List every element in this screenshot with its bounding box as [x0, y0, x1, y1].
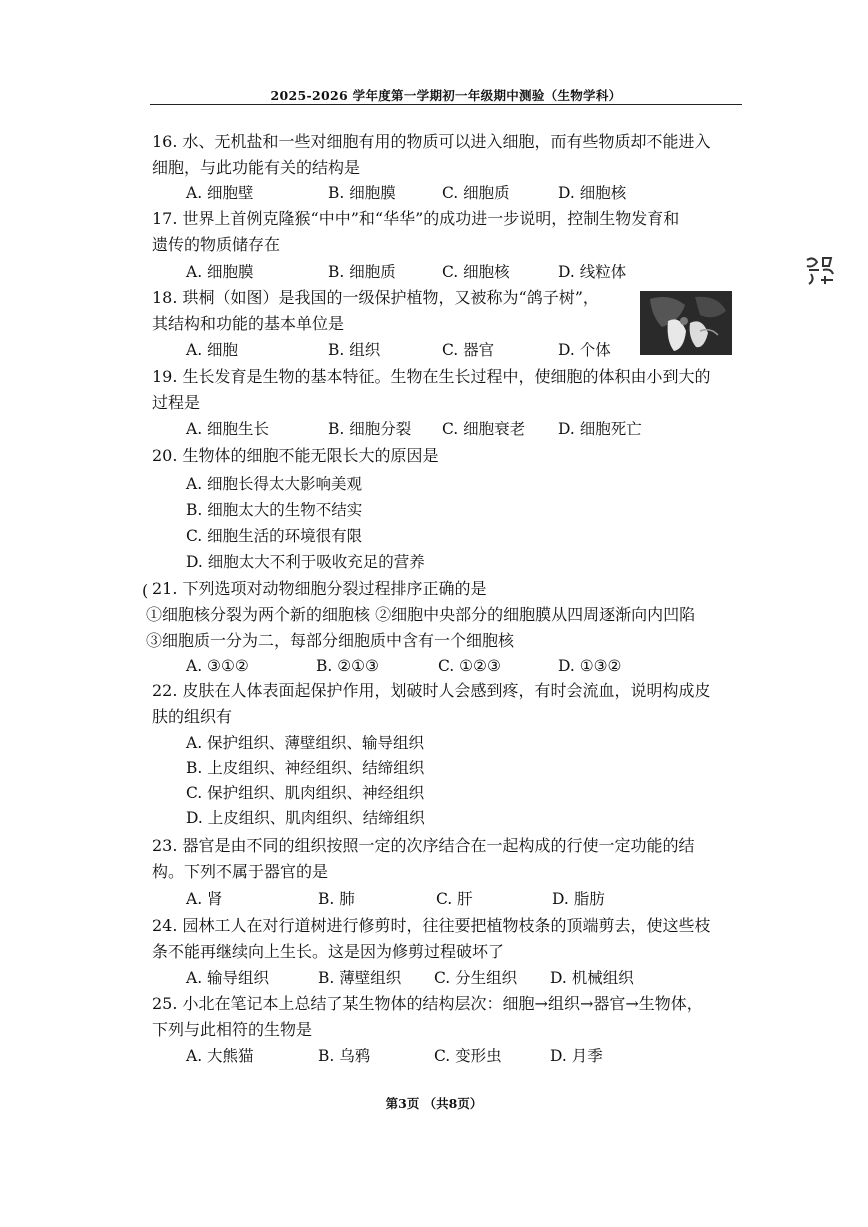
q16-option-c: C. 细胞质 — [442, 184, 510, 202]
q22-stem-line-1: 22. 皮肤在人体表面起保护作用，划破时人会感到疼，有时会流血，说明构成皮 — [152, 681, 711, 700]
q21-stem-line-2: ①细胞核分裂为两个新的细胞核 ②细胞中央部分的细胞膜从四周逐渐向内凹陷 — [146, 605, 696, 624]
q19-stem-line-1: 19. 生长发育是生物的基本特征。生物在生长过程中，使细胞的体积由小到大的 — [152, 367, 711, 386]
q22-option-c: C. 保护组织、肌肉组织、神经组织 — [186, 784, 425, 802]
q24-stem-line-2: 条不能再继续向上生长。这是因为修剪过程破坏了 — [152, 942, 505, 961]
q25-stem-line-2: 下列与此相符的生物是 — [152, 1020, 313, 1039]
q18-stem-line-1: 18. 珙桐（如图）是我国的一级保护植物，又被称为“鸽子树”， — [152, 288, 599, 307]
q18-option-d: D. 个体 — [558, 341, 611, 359]
q20-option-a: A. 细胞长得太大影响美观 — [186, 475, 363, 493]
dove-tree-photo — [640, 291, 732, 355]
q22-option-b: B. 上皮组织、神经组织、结缔组织 — [186, 759, 425, 777]
q18-stem-line-2: 其结构和功能的基本单位是 — [152, 314, 345, 333]
q20-option-c: C. 细胞生活的环境很有限 — [186, 527, 363, 545]
q16-option-b: B. 细胞膜 — [328, 184, 396, 202]
q21-option-c: C. ①②③ — [438, 657, 501, 675]
q17-option-a: A. 细胞膜 — [186, 263, 254, 281]
handwritten-bracket-mark: ( — [142, 581, 149, 600]
q19-option-c: C. 细胞衰老 — [442, 420, 526, 438]
q22-option-a: A. 保护组织、薄壁组织、输导组织 — [186, 734, 425, 752]
q24-option-d: D. 机械组织 — [550, 969, 634, 987]
q23-option-b: B. 肺 — [318, 890, 355, 908]
q22-option-d: D. 上皮组织、肌肉组织、结缔组织 — [186, 809, 425, 827]
q19-option-d: D. 细胞死亡 — [558, 420, 642, 438]
header-rule — [150, 104, 742, 105]
q20-option-b: B. 细胞太大的生物不结实 — [186, 501, 363, 519]
q17-option-d: D. 线粒体 — [558, 263, 627, 281]
q19-option-b: B. 细胞分裂 — [328, 420, 412, 438]
page-footer: 第3页 （共8页） — [385, 1096, 483, 1111]
q16-stem-line-2: 细胞，与此功能有关的结构是 — [152, 158, 361, 177]
q18-option-b: B. 组织 — [328, 341, 381, 359]
q17-option-b: B. 细胞质 — [328, 263, 396, 281]
q16-option-a: A. 细胞壁 — [186, 184, 254, 202]
q21-option-b: B. ②①③ — [316, 657, 379, 675]
q23-option-a: A. 肾 — [186, 890, 223, 908]
q25-option-d: D. 月季 — [550, 1047, 603, 1065]
dove-tree-image — [640, 291, 732, 355]
q21-stem-line-1: 21. 下列选项对动物细胞分裂过程排序正确的是 — [152, 579, 487, 598]
q16-stem-line-1: 16. 水、无机盐和一些对细胞有用的物质可以进入细胞，而有些物质却不能进入 — [152, 132, 711, 151]
q17-option-c: C. 细胞核 — [442, 263, 510, 281]
handwritten-margin-mark — [803, 254, 837, 288]
q23-stem-line-2: 构。下列不属于器官的是 — [152, 862, 329, 881]
q17-stem-line-2: 遗传的物质储存在 — [152, 235, 281, 254]
q20-stem-line-1: 20. 生物体的细胞不能无限长大的原因是 — [152, 446, 439, 465]
q24-option-c: C. 分生组织 — [434, 969, 518, 987]
q25-option-b: B. 乌鸦 — [318, 1047, 371, 1065]
q21-option-d: D. ①③② — [558, 657, 622, 675]
q25-option-c: C. 变形虫 — [434, 1047, 502, 1065]
q24-option-b: B. 薄壁组织 — [318, 969, 402, 987]
q18-option-c: C. 器官 — [442, 341, 495, 359]
q23-stem-line-1: 23. 器官是由不同的组织按照一定的次序结合在一起构成的行使一定功能的结 — [152, 836, 695, 855]
q22-stem-line-2: 肤的组织有 — [152, 707, 233, 726]
q21-stem-line-3: ③细胞质一分为二，每部分细胞质中含有一个细胞核 — [146, 631, 515, 650]
q23-option-d: D. 脂肪 — [552, 890, 605, 908]
q19-stem-line-2: 过程是 — [152, 393, 201, 412]
q17-stem-line-1: 17. 世界上首例克隆猴“中中”和“华华”的成功进一步说明，控制生物发育和 — [152, 209, 680, 228]
q21-option-a: A. ③①② — [186, 657, 249, 675]
q19-option-a: A. 细胞生长 — [186, 420, 270, 438]
q23-option-c: C. 肝 — [436, 890, 473, 908]
q25-stem-line-1: 25. 小北在笔记本上总结了某生物体的结构层次：细胞→组织→器官→生物体， — [152, 994, 703, 1013]
q16-option-d: D. 细胞核 — [558, 184, 627, 202]
q25-option-a: A. 大熊猫 — [186, 1047, 254, 1065]
page-header: 2025-2026 学年度第一学期初一年级期中测验（生物学科） — [270, 88, 622, 103]
q24-option-a: A. 输导组织 — [186, 969, 270, 987]
q18-option-a: A. 细胞 — [186, 341, 239, 359]
q24-stem-line-1: 24. 园林工人在对行道树进行修剪时，往往要把植物枝条的顶端剪去，使这些枝 — [152, 916, 711, 935]
q20-option-d: D. 细胞太大不利于吸收充足的营养 — [186, 553, 425, 571]
